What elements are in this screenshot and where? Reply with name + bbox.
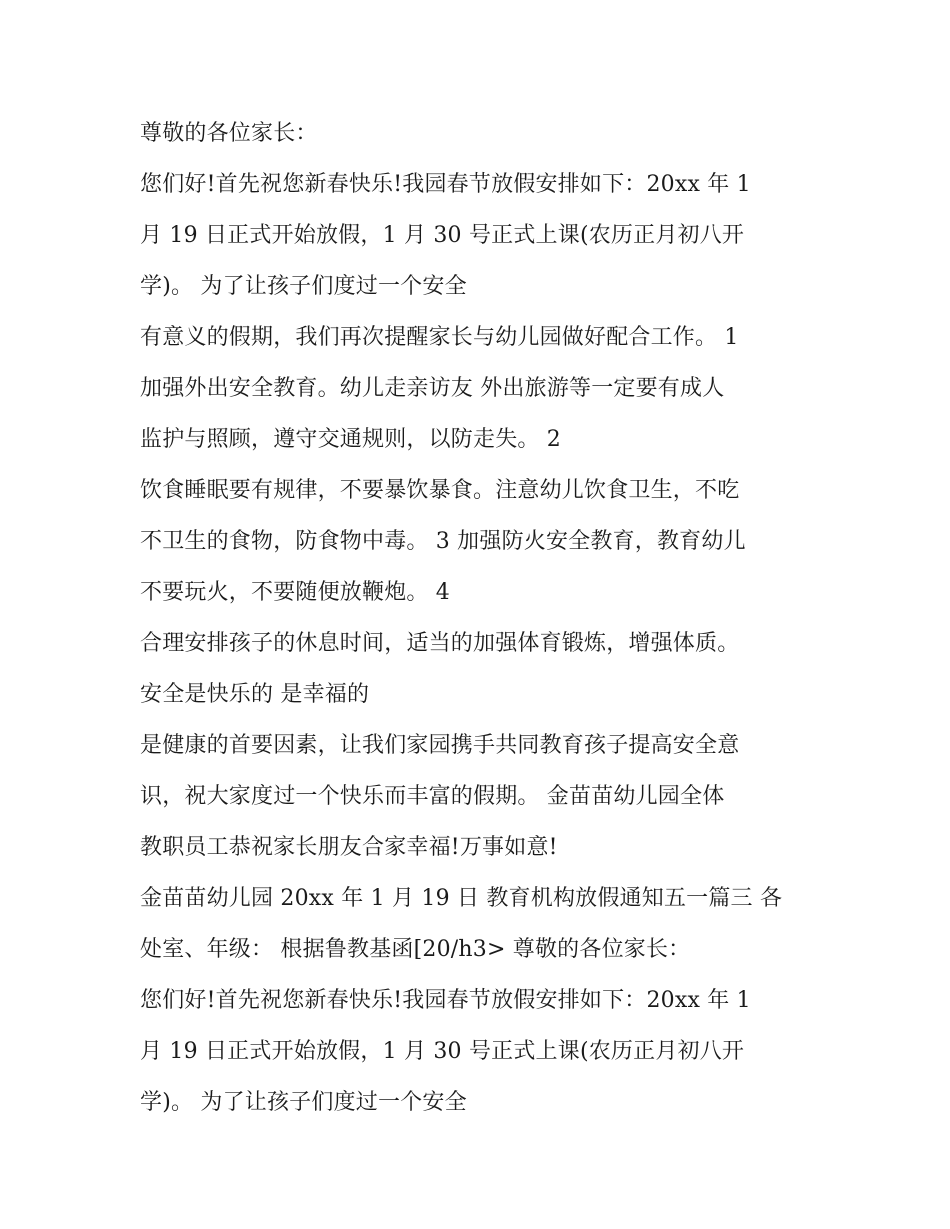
text-line: 月 19 日正式开始放假，1 月 30 号正式上课(农历正月初八开 <box>140 1039 745 1064</box>
text-line: 有意义的假期，我们再次提醒家长与幼儿园做好配合工作。 1 <box>140 325 739 350</box>
text-line: 您们好!首先祝您新春快乐!我园春节放假安排如下：20xx 年 1 <box>140 172 751 197</box>
text-line: 加强外出安全教育。幼儿走亲访友 外出旅游等一定要有成人 <box>140 376 725 401</box>
text-line: 金苗苗幼儿园 20xx 年 1 月 19 日 教育机构放假通知五一篇三 各 <box>140 886 783 911</box>
text-line: 学)。 为了让孩子们度过一个安全 <box>140 1090 467 1115</box>
text-line: 是健康的首要因素，让我们家园携手共同教育孩子提高安全意 <box>140 733 740 758</box>
text-line: 教职员工恭祝家长朋友合家幸福!万事如意! <box>140 835 558 860</box>
document-body <box>140 108 830 1128</box>
text-line: 月 19 日正式开始放假，1 月 30 号正式上课(农历正月初八开 <box>140 223 745 248</box>
text-line: 识，祝大家度过一个快乐而丰富的假期。 金苗苗幼儿园全体 <box>140 784 725 809</box>
text-line-greeting: 尊敬的各位家长： <box>140 121 318 146</box>
text-line: 不卫生的食物，防食物中毒。 3 加强防火安全教育，教育幼儿 <box>140 529 746 554</box>
text-line: 饮食睡眠要有规律，不要暴饮暴食。注意幼儿饮食卫生，不吃 <box>140 478 740 503</box>
text-line: 学)。 为了让孩子们度过一个安全 <box>140 274 467 299</box>
text-line: 合理安排孩子的休息时间，适当的加强体育锻炼，增强体质。 <box>140 631 740 656</box>
text-line: 处室、年级： 根据鲁教基函[20/h3> 尊敬的各位家长： <box>140 937 691 962</box>
text-line: 监护与照顾，遵守交通规则，以防走失。 2 <box>140 427 561 452</box>
text-line: 安全是快乐的 是幸福的 <box>140 682 370 707</box>
text-line: 您们好!首先祝您新春快乐!我园春节放假安排如下：20xx 年 1 <box>140 988 751 1013</box>
text-line: 不要玩火，不要随便放鞭炮。 4 <box>140 580 450 605</box>
